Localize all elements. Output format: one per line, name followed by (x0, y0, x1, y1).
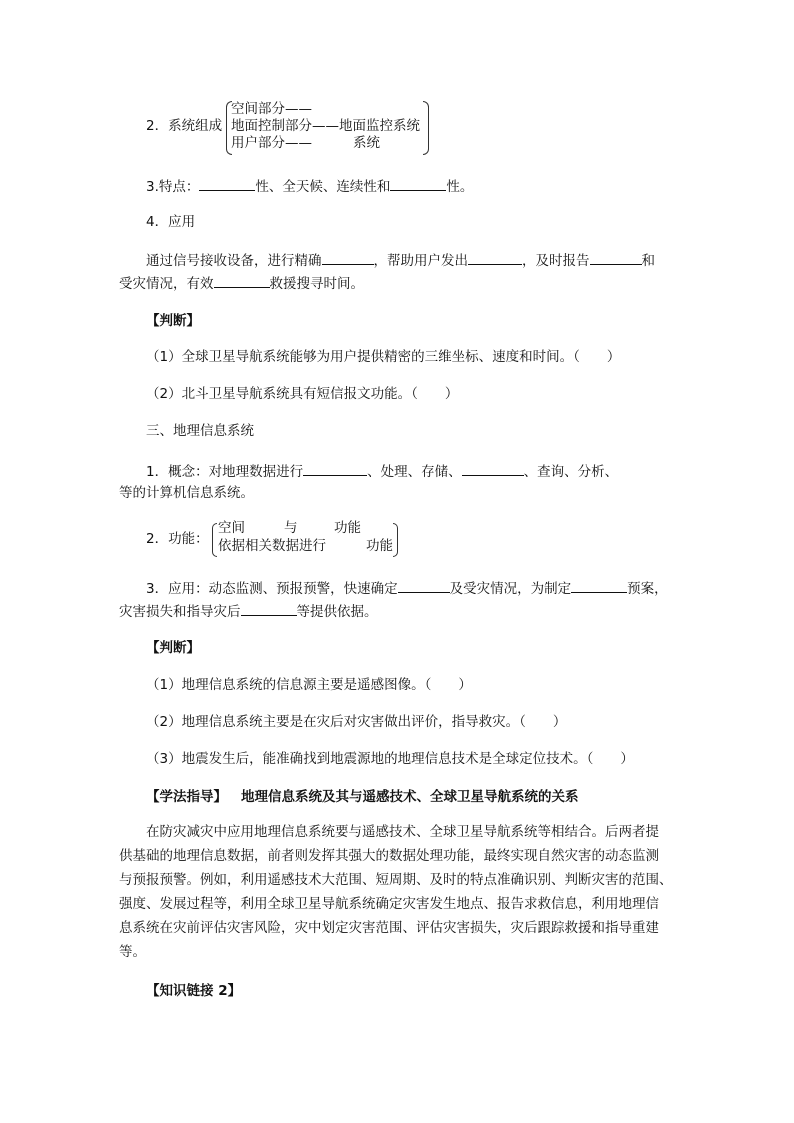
concept-line-1: 1．概念：对地理数据进行 、处理、存储、 、查询、分析、 (146, 461, 618, 481)
judge2-q2: （2）地理信息系统主要是在灾后对灾害做出评价，指导救灾。（ ） (146, 714, 567, 730)
user-part: 用户部分—— (231, 135, 312, 151)
function-row1-a: 空间 (218, 520, 245, 536)
blank (571, 578, 627, 593)
concept-line-2: 等的计算机信息系统。 (119, 485, 254, 501)
function-row1-b: 与 (284, 520, 298, 536)
blank (390, 176, 446, 191)
ground-control-part: 地面控制部分——地面监控系统 (231, 118, 420, 134)
judge-heading-2: 【判断】 (146, 640, 200, 656)
function-row2-b: 功能 (366, 538, 393, 554)
function-left-brace (212, 523, 217, 557)
judge1-q2: （2）北斗卫星导航系统具有短信报文功能。（ ） (146, 386, 459, 402)
blank (214, 273, 270, 288)
blank (462, 461, 524, 476)
blank (199, 176, 255, 191)
application-heading: 4．应用 (146, 214, 196, 230)
knowledge-link-heading: 【知识链接 2】 (146, 983, 242, 999)
features-line: 3.特点： 性、全天候、连续性和 性。 (146, 176, 473, 196)
gis-section-title: 三、地理信息系统 (146, 423, 254, 439)
blank (398, 578, 450, 593)
function-row1-c: 功能 (334, 520, 361, 536)
blank (590, 250, 642, 265)
blank (468, 250, 522, 265)
right-brace (423, 101, 429, 155)
judge2-q3: （3）地震发生后，能准确找到地震源地的地理信息技术是全球定位技术。（ ） (146, 751, 634, 767)
study-guide-title: 地理信息系统及其与遥感技术、全球卫星导航系统的关系 (241, 789, 579, 805)
study-guide-line-1: 在防灾减灾中应用地理信息系统要与遥感技术、全球卫星导航系统等相结合。后两者提 (146, 824, 659, 840)
blank (241, 601, 297, 616)
blank (303, 461, 367, 476)
judge-heading-1: 【判断】 (146, 313, 200, 329)
judge2-q1: （1）地理信息系统的信息源主要是遥感图像。（ ） (146, 677, 472, 693)
user-system: 系统 (353, 135, 380, 151)
study-guide-line-5: 息系统在灾前评估灾害风险，灾中划定灾害范围、评估灾害损失，灾后跟踪救援和指导重建 (119, 920, 659, 936)
space-part: 空间部分—— (231, 101, 312, 117)
application-line-1: 通过信号接收设备，进行精确 ，帮助用户发出 ，及时报告 和 (146, 250, 655, 270)
blank (322, 250, 374, 265)
study-guide-tag: 【学法指导】 (146, 789, 227, 805)
function-right-brace (393, 523, 398, 557)
study-guide-line-2: 供基础的地理信息数据，前者则发挥其强大的数据处理功能，最终实现自然灾害的动态监测 (119, 848, 659, 864)
study-guide-heading (146, 788, 579, 806)
function-label: 2．功能： (146, 531, 209, 547)
study-guide-line-3: 与预报预警。例如，利用遥感技术大范围、短周期、及时的特点准确识别、判断灾害的范围、 (119, 872, 673, 888)
system-composition-label: 2．系统组成 (146, 118, 223, 134)
gis-application-line-2: 灾害损失和指导灾后 等提供依据。 (119, 601, 378, 621)
function-row2-a: 依据相关数据进行 (218, 538, 326, 554)
study-guide-line-6: 等。 (119, 944, 146, 960)
application-line-2: 受灾情况，有效 救援搜寻时间。 (119, 273, 364, 293)
study-guide-line-4: 强度、发展过程等，利用全球卫星导航系统确定灾害发生地点、报告求救信息，利用地理信 (119, 896, 659, 912)
judge1-q1: （1）全球卫星导航系统能够为用户提供精密的三维坐标、速度和时间。（ ） (146, 349, 621, 365)
gis-application-line-1: 3．应用：动态监测、预报预警，快速确定 及受灾情况，为制定 预案， (146, 578, 668, 598)
